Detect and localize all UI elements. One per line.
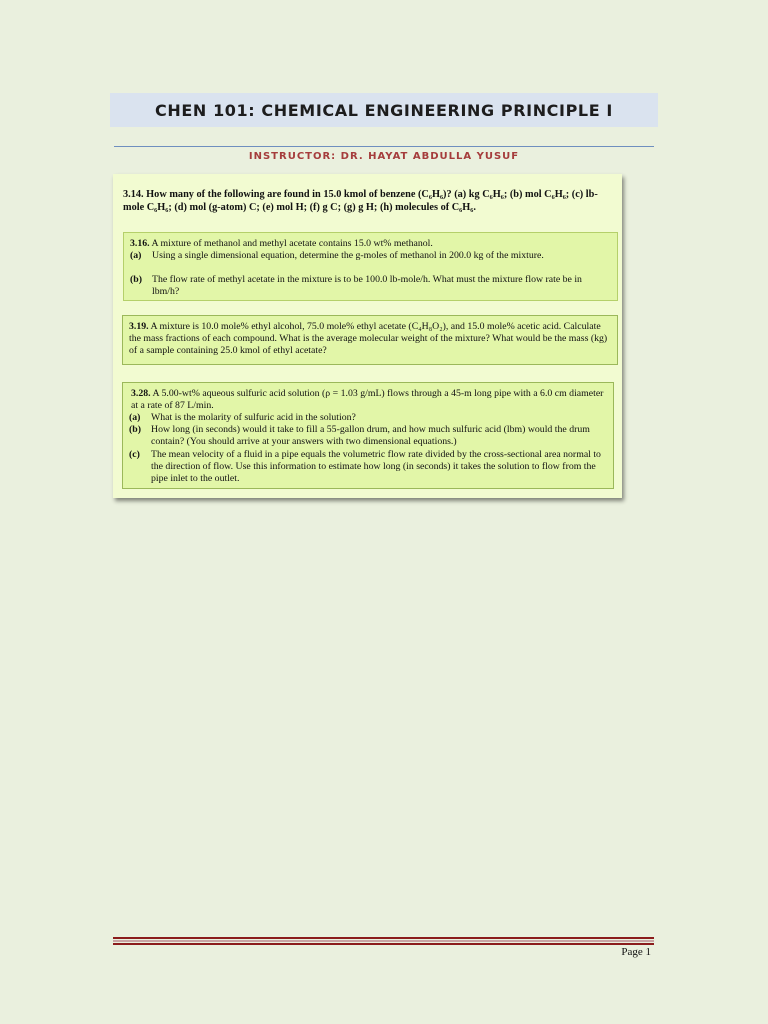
problem-number: 3.19. [129,321,149,332]
problem-number: 3.16. [130,238,150,249]
part-c: (c) The mean velocity of a fluid in a pipe equals the volumetric flow rate divided by the cross-sectional area normal to the direction of flow. Use this information to estimate how long (in seconds) it takes the solution to flow from the pipe inlet to the outlet. [129,449,601,485]
footer-line [113,943,654,945]
course-title: CHEN 101: CHEMICAL ENGINEERING PRINCIPLE I [110,93,658,127]
part-a: (a) Using a single dimensional equation, determine the g-moles of methanol in 200.0 kg of the mixture. [130,250,544,261]
problem-3-19 [122,315,618,365]
problem-text: A mixture is 10.0 mole% ethyl alcohol, 75.0 mole% ethyl acetate (C₄H₈O₂), and 15.0 mole% acetic acid. Calculate the mass fractions of each compound. What is the average molecular weight of the mixture? What would be the mass (kg) of a sample containing 25.0 kmol of ethyl acetate? [129,321,608,357]
part-b: (b) The flow rate of methyl acetate in the mixture is to be 100.0 lb-mole/h. What must the mixture flow rate be in lbm/h? [130,274,582,298]
part-b: (b) How long (in seconds) would it take to fill a 55-gallon drum, and how much sulfuric acid (lbm) would the drum contain? (You should arrive at your answers with two dimensional equations.) [129,424,590,448]
problem-text: How many of the following are found in 15.0 kmol of benzene (C₆H₆)? (a) kg C₆H₆; (b) mol C₆H₆; (c) lb-mole C₆H₆; (d) mol (g-atom) C; (e) mol H; (f) g C; (g) g H; (h) molecules of C₆H₆. [123,189,598,213]
page-number: Page 1 [621,946,651,958]
problem-number: 3.28. [131,388,151,399]
problem-text: A 5.00-wt% aqueous sulfuric acid solution (ρ = 1.03 g/mL) flows through a 45-m long pipe with a 6.0 cm diameter at a rate of 87 L/min. [131,388,604,412]
problem-3-16 [123,232,618,301]
problem-3-28 [122,382,614,489]
problem-scan-image [113,174,622,498]
problem-number: 3.14. [123,189,144,200]
problem-3-14 [123,188,617,214]
part-a: (a) What is the molarity of sulfuric acid in the solution? [129,412,356,423]
header-divider [114,146,654,147]
footer-line [113,937,654,939]
footer-divider [113,937,654,945]
footer-line [113,940,654,942]
instructor-line: INSTRUCTOR: DR. HAYAT ABDULLA YUSUF [248,151,520,162]
problem-text: A mixture of methanol and methyl acetate contains 15.0 wt% methanol. [151,238,433,249]
